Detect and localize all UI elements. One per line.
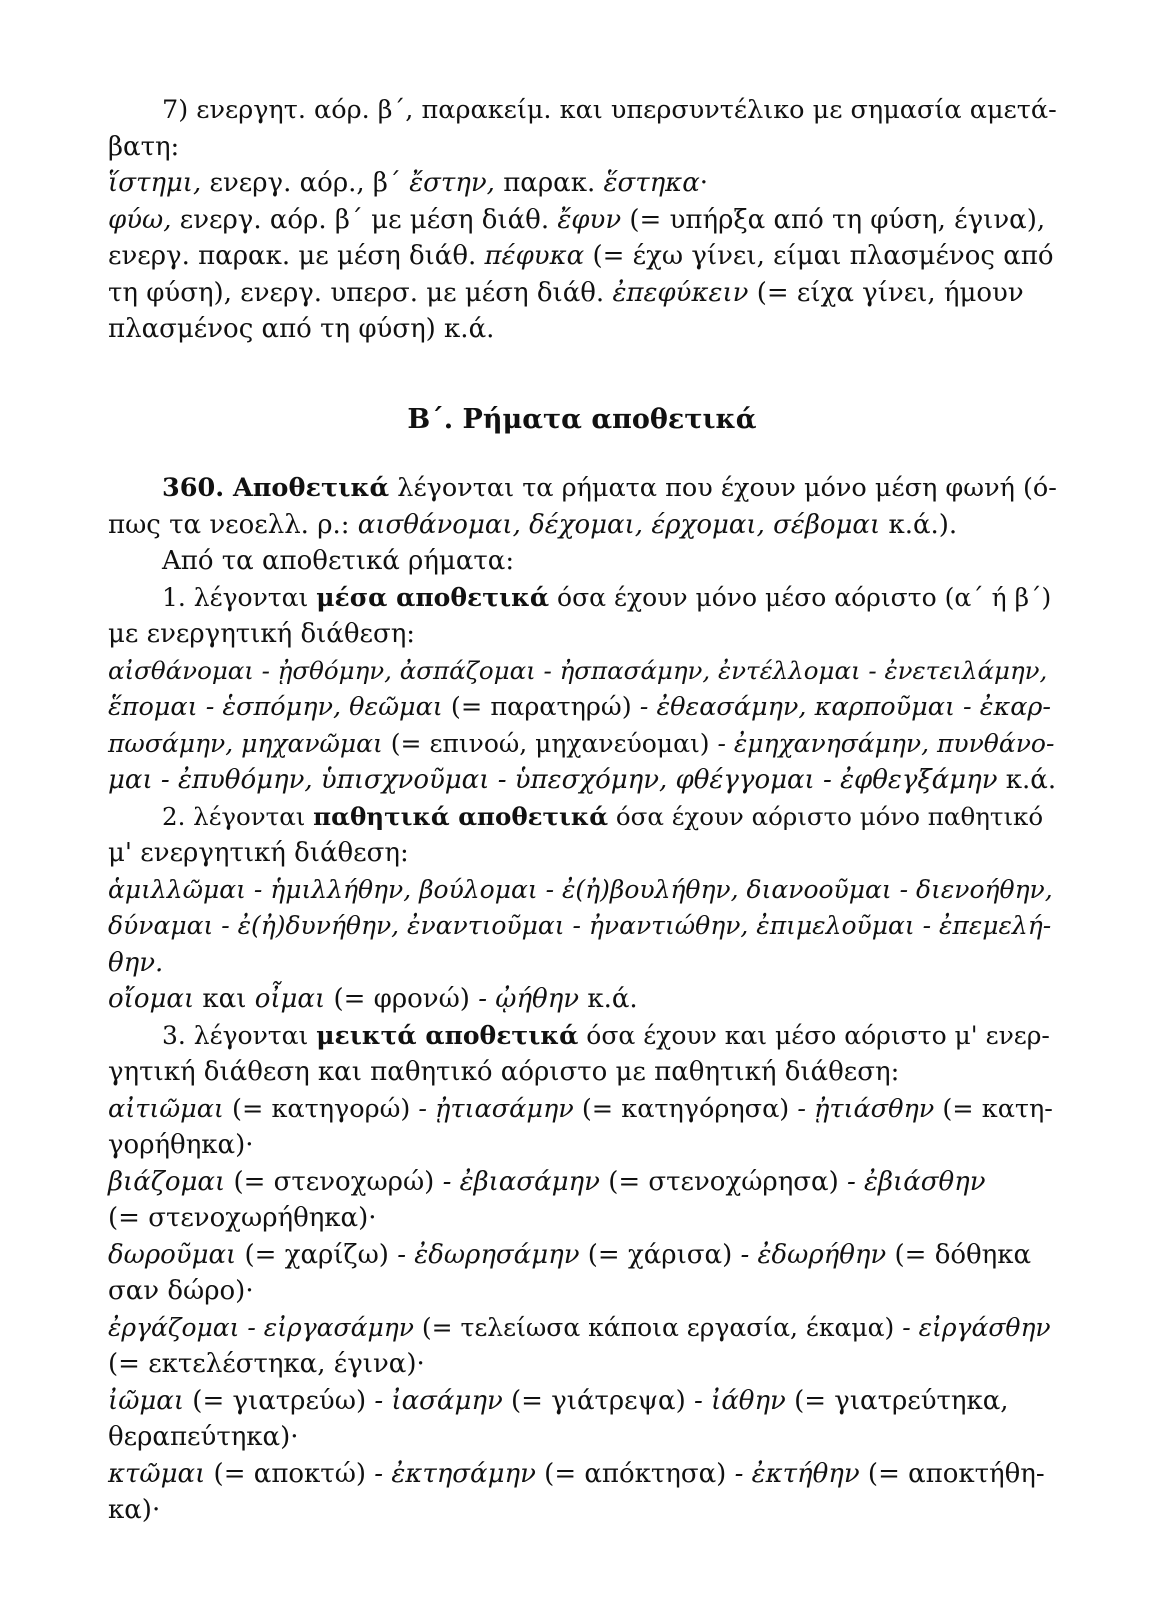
text-line: 7) ενεργητ. αόρ. β΄, παρακείμ. και υπερσυντέλικο με σημασία αμετά-	[162, 95, 1057, 125]
text-line: ἐργάζομαι - εἰργασάμην (= τελείωσα κάποια εργασία, έκαμα) - εἰργάσθην	[108, 1312, 1051, 1342]
paragraph-360	[108, 470, 1058, 1529]
text-line: αἰσθάνομαι - ᾐσθόμην, ἀσπάζομαι - ἠσπασάμην, ἐντέλλομαι - ἐνετειλάμην,	[108, 655, 1048, 685]
text-line: μ' ενεργητική διάθεση:	[108, 838, 409, 868]
text-line: μαι - ἐπυθόμην, ὑπισχνοῦμαι - ὑπεσχόμην, φθέγγομαι - ἐφθεγξάμην κ.ά.	[108, 765, 1057, 795]
text-line: κα)·	[108, 1495, 161, 1525]
text-line: (= εκτελέστηκα, έγινα)·	[108, 1349, 425, 1379]
text-line: γορήθηκα)·	[108, 1130, 254, 1160]
text-line: 3. λέγονται μεικτά αποθετικά όσα έχουν και μέσο αόριστο μ' ενερ-	[162, 1020, 1050, 1050]
text-line: (= στενοχωρήθηκα)·	[108, 1203, 377, 1233]
text-line: αἰτιῶμαι (= κατηγορώ) - ᾐτιασάμην (= κατηγόρησα) - ᾐτιάσθην (= κατη-	[108, 1093, 1053, 1124]
text-line: πως τα νεοελλ. ρ.: αισθάνομαι, δέχομαι, έρχομαι, σέβομαι κ.ά.).	[108, 509, 958, 540]
text-line: βατη:	[108, 131, 180, 162]
text-line: σαν δώρο)·	[108, 1276, 254, 1306]
section-heading: Β΄. Ρήματα αποθετικά	[407, 404, 757, 435]
text-line: φύω, ενεργ. αόρ. β΄ με μέση διάθ. ἔφυν (= υπήρξα από τη φύση, έγινα),	[108, 204, 1046, 235]
text-line: τη φύση), ενεργ. υπερσ. με μέση διάθ. ἐπεφύκειν (= είχα γίνει, ήμουν	[108, 277, 1024, 308]
text-line: 1. λέγονται μέσα αποθετικά όσα έχουν μόνο μέσο αόριστο (α΄ ή β΄)	[162, 582, 1052, 612]
text-line: ἁμιλλῶμαι - ἡμιλλήθην, βούλομαι - ἐ(ἠ)βουλήθην, διανοοῦμαι - διενοήθην,	[108, 874, 1053, 904]
text-line: 360. Αποθετικά λέγονται τα ρήματα που έχουν μόνο μέση φωνή (ό-	[162, 473, 1057, 503]
text-line: πωσάμην, μηχανῶμαι (= επινοώ, μηχανεύομαι) - ἐμηχανησάμην, πυνθάνο-	[108, 728, 1055, 758]
intro-section	[108, 92, 1058, 348]
text-line: πλασμένος από τη φύση) κ.ά.	[108, 314, 495, 344]
text-line: δύναμαι - ἐ(ἠ)δυνήθην, ἐναντιοῦμαι - ἠναντιώθην, ἐπιμελοῦμαι - ἐπεμελή-	[108, 911, 1052, 940]
text-line: Από τα αποθετικά ρήματα:	[162, 546, 515, 576]
text-line: θην.	[108, 947, 164, 978]
text-line: βιάζομαι (= στενοχωρώ) - ἐβιασάμην (= στενοχώρησα) - ἐβιάσθην	[108, 1166, 986, 1197]
text-line: ενεργ. παρακ. με μέση διάθ. πέφυκα (= έχω γίνει, είμαι πλασμένος από	[108, 241, 1054, 271]
text-line: δωροῦμαι (= χαρίζω) - ἐδωρησάμην (= χάρισα) - ἐδωρήθην (= δόθηκα	[108, 1239, 1032, 1270]
text-line: οἴομαι και οἶμαι (= φρονώ) - ᾠήθην κ.ά.	[108, 984, 638, 1014]
text-line: με ενεργητική διάθεση:	[108, 619, 416, 649]
text-line: κτῶμαι (= αποκτώ) - ἐκτησάμην (= απόκτησα) - ἐκτήθην (= αποκτήθη-	[108, 1458, 1045, 1489]
text-line: 2. λέγονται παθητικά αποθετικά όσα έχουν αόριστο μόνο παθητικό	[162, 801, 1044, 831]
text-line: θεραπεύτηκα)·	[108, 1422, 299, 1452]
text-line: γητική διάθεση και παθητικό αόριστο με παθητική διάθεση:	[108, 1057, 900, 1087]
text-line: ἕπομαι - ἑσπόμην, θεῶμαι (= παρατηρώ) - ἐθεασάμην, καρποῦμαι - ἐκαρ-	[108, 692, 1052, 722]
text-line: ἰῶμαι (= γιατρεύω) - ἰασάμην (= γιάτρεψα) - ἰάθην (= γιατρεύτηκα,	[108, 1385, 1009, 1416]
text-line: ἵστημι, ενεργ. αόρ., β΄ ἔστην, παρακ. ἕστηκα·	[108, 168, 709, 198]
